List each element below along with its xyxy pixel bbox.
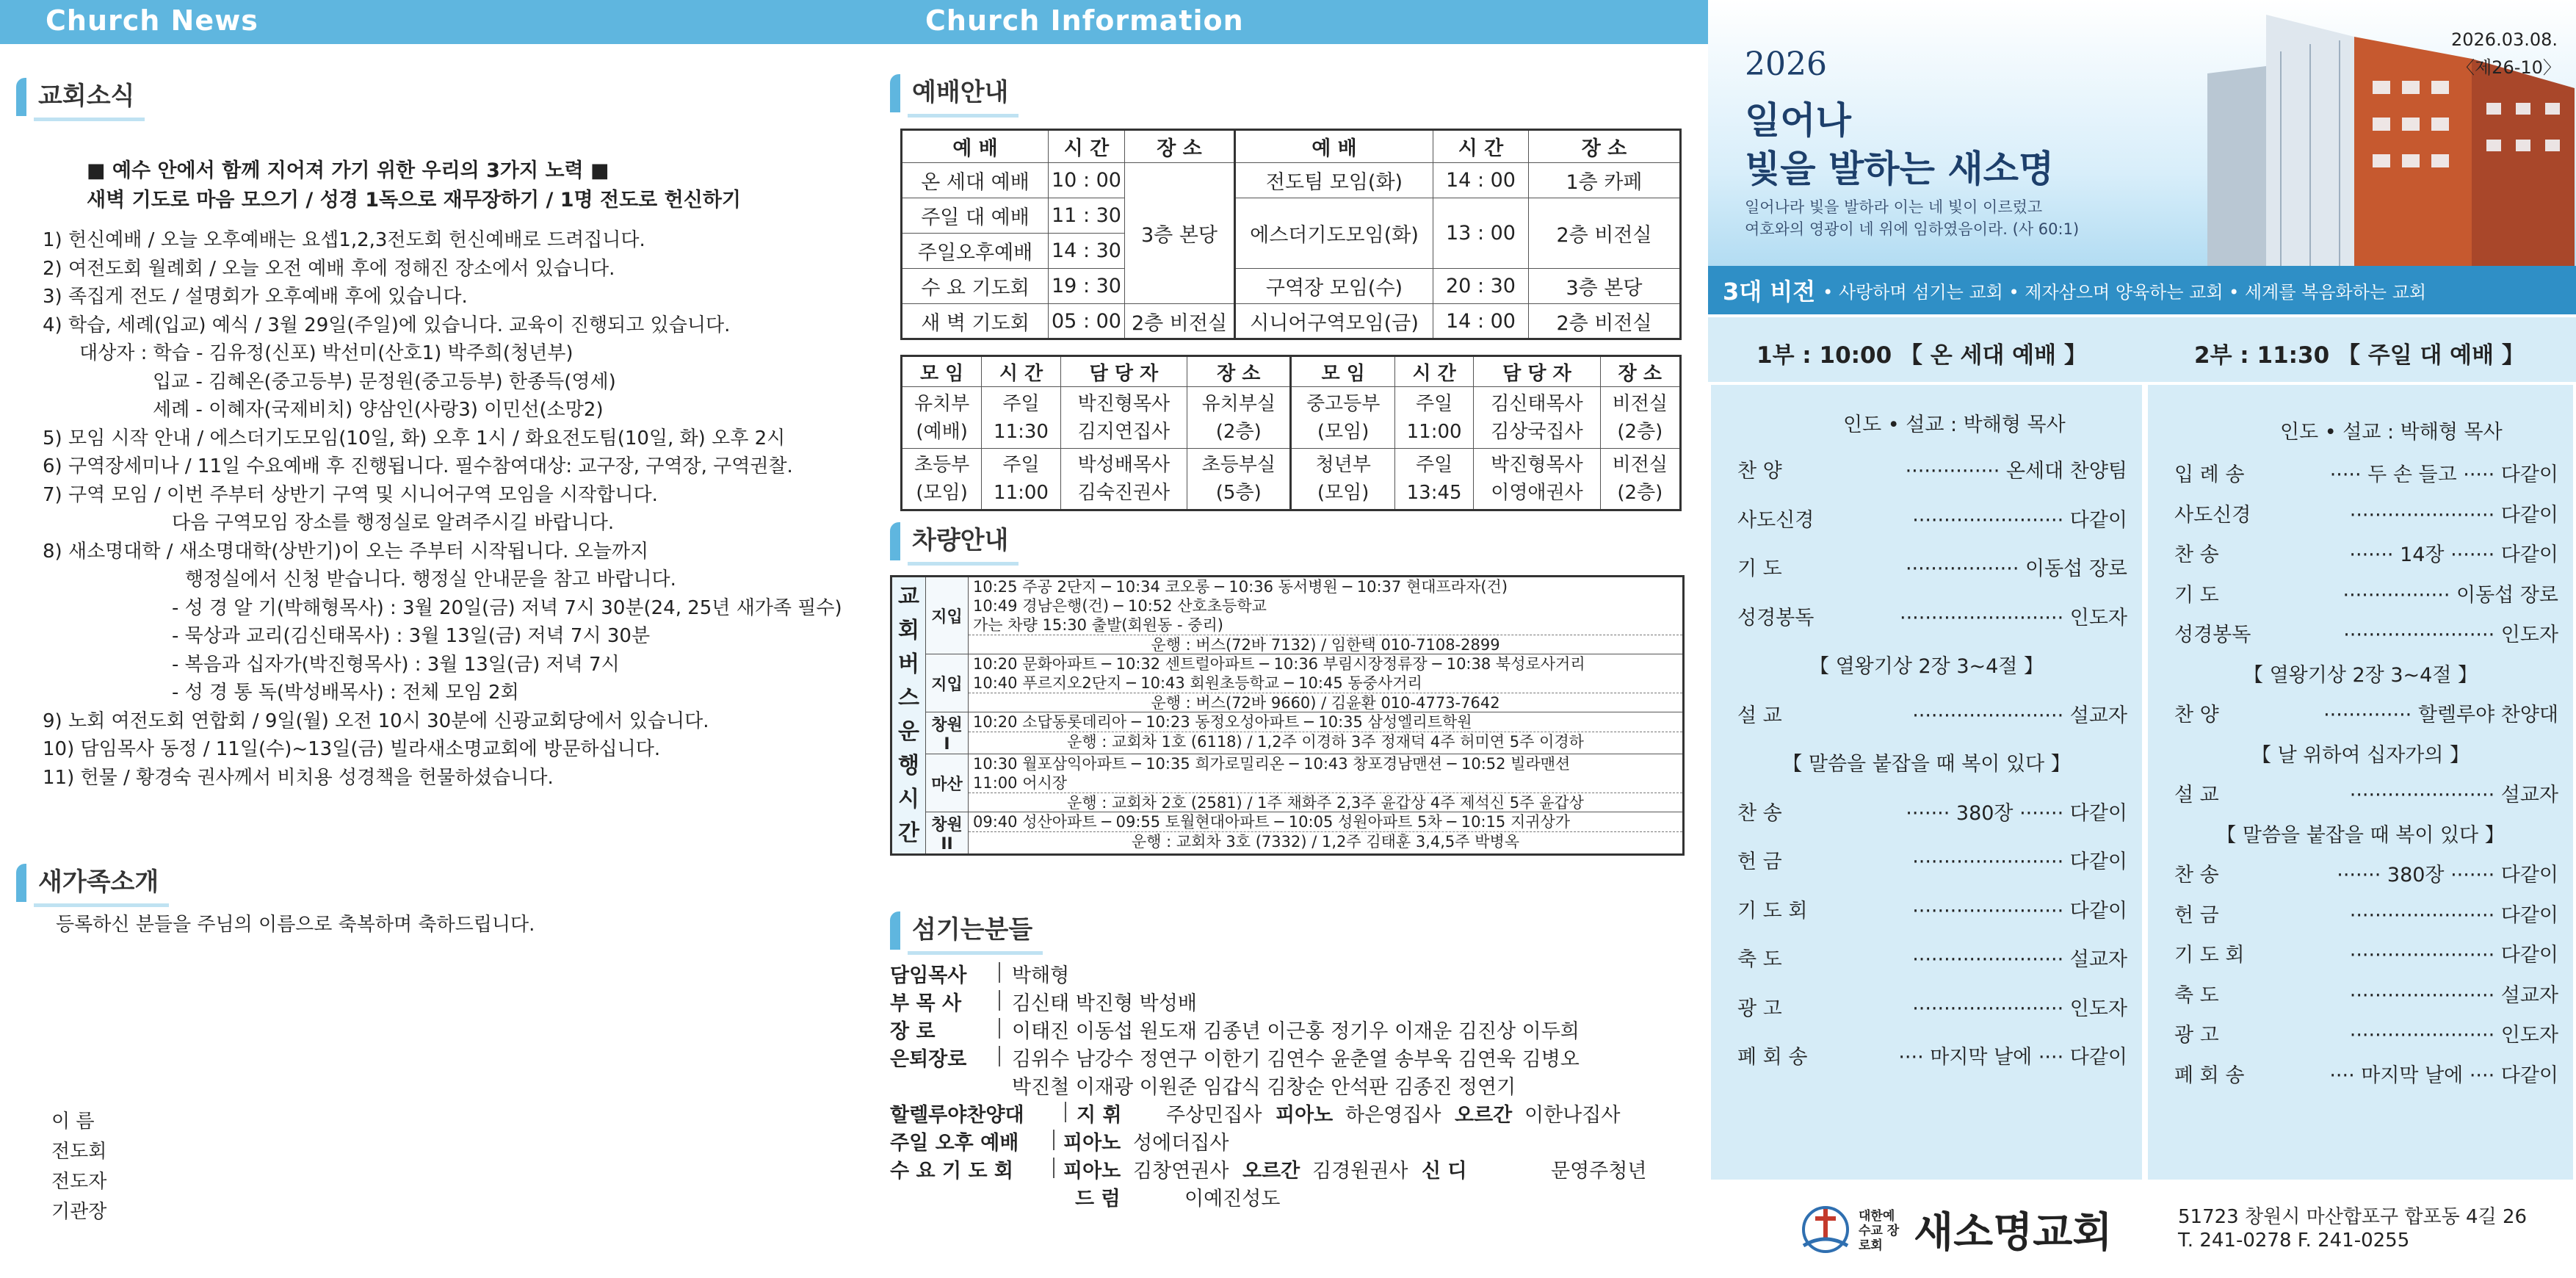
choir-group: 주일 오후 예배 <box>890 1132 1019 1155</box>
mt-cell-line: 유치부실 <box>1201 392 1276 415</box>
bus-route-name: 창원 II <box>926 812 969 853</box>
order-item-detail: ····· 두 손 들고 ····· 다같이 <box>2329 463 2558 486</box>
order-item-label: 찬 송 <box>1737 801 1782 825</box>
order-item-detail: ······· 14장 ······· 다같이 <box>2349 544 2558 566</box>
heading-bar <box>890 911 900 950</box>
bus-side-char: 행 <box>898 753 919 779</box>
service-1-leader: 인도 • 설교 : 박해형 목사 <box>1843 414 2066 436</box>
order-item-label: 찬 송 <box>2174 864 2219 887</box>
bus-route-content <box>969 712 1682 754</box>
serve-role: 담임목사 <box>890 964 967 987</box>
mt-cell <box>1600 449 1680 510</box>
order-item-detail: ························ 설교자 <box>1912 948 2127 971</box>
church-news-panel <box>0 0 880 1278</box>
news-item: 11) 헌물 / 황경숙 권사께서 비치용 성경책을 헌물하셨습니다. <box>43 766 554 789</box>
mt-cell-line: 비전실 <box>1612 392 1668 415</box>
sign-name: 이 름 <box>51 1111 95 1133</box>
mt-head: 장 소 <box>1187 356 1291 387</box>
mt-cell-line: 초등부실 <box>1201 454 1276 476</box>
mt-cell <box>902 449 982 510</box>
mt-cell-line: 중고등부 <box>1306 392 1381 415</box>
wt-cell: 구역장 모임(수) <box>1235 269 1433 304</box>
mt-cell <box>1187 449 1291 510</box>
news-item: 4) 학습, 세례(입교) 예식 / 3월 29일(주일)에 있습니다. 교육이 진행되고 있습니다. <box>43 314 731 336</box>
news-item: 7) 구역 모임 / 이번 주부터 상반기 구역 및 시니어구역 모임을 시작합니다. <box>43 483 658 506</box>
mt-head: 시 간 <box>982 356 1060 387</box>
choir-role: 드 럼 <box>1075 1188 1121 1210</box>
choir-name: 하은영집사 <box>1345 1104 1441 1127</box>
bus-operator-info: 운행 : 버스(72바 9660) / 김윤환 010-4773-7642 <box>969 693 1682 712</box>
cover-title-1: 일어나 <box>1745 99 1851 142</box>
order-item-label: 찬 양 <box>1737 460 1782 483</box>
bus-route-content <box>969 754 1682 812</box>
bus-operator-info: 운행 : 교회차 2호 (2581) / 1주 채화주 2,3주 윤갑상 4주 제석신 5주 윤갑상 <box>969 793 1682 812</box>
mt-cell-line: 유치부 <box>913 392 970 415</box>
wt-cell: 새 벽 기도회 <box>902 304 1049 339</box>
mt-cell <box>1060 449 1187 510</box>
wt-cell: 3층 본당 <box>1529 269 1681 304</box>
mt-head: 담 당 자 <box>1474 356 1600 387</box>
bus-operator-info: 운행 : 버스(72바 7132) / 임한택 010-7108-2899 <box>969 635 1682 654</box>
choir-role: 오르간 <box>1242 1160 1300 1183</box>
mt-cell-line: (모임) <box>1317 482 1370 504</box>
news-item: - 묵상과 교리(김신태목사) : 3월 13일(금) 저녁 7시 30분 <box>172 625 651 647</box>
service-1-order <box>1708 382 2145 1183</box>
order-item-label: 광 고 <box>2174 1024 2219 1047</box>
order-item-detail: ······················· 다같이 <box>2349 944 2558 967</box>
mt-head: 모 임 <box>1291 356 1394 387</box>
bus-stop-line: 11:00 어시장 <box>973 774 1068 792</box>
order-item-label: 헌 금 <box>1737 851 1782 873</box>
news-item: 1) 헌신예배 / 오늘 오후예배는 요셉1,2,3전도회 헌신예배로 드려집니다. <box>43 229 645 251</box>
bus-stop-line: 09:40 성산아파트 ─ 09:55 토월현대아파트 ─ 10:05 성원아파트 5차 ─ 10:15 지귀상가 <box>973 813 1571 831</box>
order-item-detail: ···· 마지막 날에 ···· 다같이 <box>2329 1064 2558 1087</box>
wt-cell: 14 : 00 <box>1433 304 1529 339</box>
bulletin-issue: 〈제26-10〉 <box>2457 57 2561 78</box>
mt-cell-line: 청년부 <box>1315 454 1371 476</box>
mt-cell-line: 김상국집사 <box>1491 420 1583 443</box>
order-item-label: 성경봉독 <box>2174 624 2251 646</box>
mt-cell <box>1187 387 1291 449</box>
mt-cell <box>1291 387 1394 449</box>
bus-side-char: 스 <box>898 685 919 711</box>
serve-divider <box>999 962 1000 983</box>
order-scripture: 【 열왕기상 2장 3~4절 】 <box>1809 655 2044 678</box>
new-family-heading-text: 새가족소개 <box>34 859 169 907</box>
vision-bar <box>1708 266 2576 314</box>
church-info-band: Church Information <box>880 0 1708 44</box>
church-news-heading <box>16 73 145 120</box>
news-item: - 복음과 십자가(박진형목사) : 3월 13일(금) 저녁 7시 <box>172 653 620 676</box>
church-name: 새소명교회 <box>1914 1209 2113 1257</box>
news-item: 행정실에서 신청 받습니다. 행정실 안내문을 참고 바랍니다. <box>185 568 676 591</box>
bus-side-char: 버 <box>898 651 919 677</box>
choir-name: 김창연권사 <box>1133 1160 1229 1183</box>
choir-divider <box>1053 1158 1054 1178</box>
news-item: 대상자 : 학습 - 김유정(신포) 박선미(산호1) 박주희(청년부) <box>79 342 574 364</box>
order-item-detail: ························ 인도자 <box>1912 997 2127 1020</box>
order-item-label: 찬 송 <box>2174 544 2219 566</box>
mt-cell-line: (5층) <box>1215 482 1262 504</box>
wt-head: 예 배 <box>902 130 1049 163</box>
serve-divider <box>999 990 1000 1011</box>
mt-cell-line: 김숙진권사 <box>1077 482 1171 504</box>
wt-cell: 2층 비전실 <box>1529 304 1681 339</box>
wt-cell: 13 : 00 <box>1433 198 1529 269</box>
heading-bar <box>16 864 26 902</box>
worship-row <box>902 163 1681 198</box>
church-logo-icon <box>1796 1200 1855 1254</box>
meeting-table <box>900 355 1682 511</box>
mt-cell <box>902 387 982 449</box>
bus-schedule <box>890 575 1685 856</box>
order-item-label: 축 도 <box>1737 948 1782 971</box>
news-item: 10) 담임목사 동정 / 11일(수)~13일(금) 빌라새소명교회에 방문하십니다. <box>43 738 661 760</box>
bulletin-date: 2026.03.08. <box>2451 29 2558 50</box>
choir-divider <box>1065 1102 1066 1122</box>
news-title: ■ 예수 안에서 함께 지어져 가기 위한 우리의 3가지 노력 ■ <box>87 159 609 182</box>
cover-banner <box>1708 0 2576 314</box>
serve-role: 장 로 <box>890 1020 936 1043</box>
wt-cell: 주일 대 예배 <box>902 198 1049 234</box>
order-item-detail: ·························· 인도자 <box>1900 606 2127 629</box>
order-item-detail: ······················· 설교자 <box>2349 784 2558 806</box>
worship-row <box>902 304 1681 339</box>
news-item: 3) 족집게 전도 / 설명회가 오후예배 후에 있습니다. <box>43 286 468 308</box>
news-item: 5) 모임 시작 안내 / 에스더기도모임(10일, 화) 오후 1시 / 화요전도팀(10일, 화) 오후 2시 <box>43 427 786 450</box>
bus-side-char: 교 <box>898 584 919 610</box>
order-item-detail: ························ 설교자 <box>1912 704 2127 727</box>
bus-operator-info: 운행 : 교회차 1호 (6118) / 1,2주 이경하 3주 정재덕 4주 허미연 5주 이경하 <box>969 732 1682 751</box>
wt-head: 시 간 <box>1049 130 1125 163</box>
order-scripture: 【 말씀을 붙잡을 때 복이 있다 】 <box>2216 823 2505 847</box>
bus-route-content <box>969 812 1682 853</box>
order-item-label: 기 도 <box>1737 557 1782 580</box>
order-item-label: 광 고 <box>1737 997 1782 1020</box>
order-item-detail: ················· 이동섭 장로 <box>2342 583 2558 607</box>
mt-head: 장 소 <box>1600 356 1680 387</box>
wt-cell: 전도팀 모임(화) <box>1235 163 1433 198</box>
mt-cell-line: 주일 <box>1416 454 1453 476</box>
choir-divider <box>1053 1130 1054 1150</box>
mt-head: 시 간 <box>1394 356 1473 387</box>
order-item-detail: ······················· 인도자 <box>2349 1024 2558 1047</box>
bus-stop-line: 10:20 문화아파트 ─ 10:32 센트럴아파트 ─ 10:36 부림시장정류장 ─ 10:38 북성로사거리 <box>973 655 1585 673</box>
serve-names: 김신태 박진형 박성배 <box>1012 992 1197 1015</box>
mt-cell-line: (모임) <box>1317 420 1370 443</box>
wt-cell: 05 : 00 <box>1049 304 1125 339</box>
cover-verse-2: 여호와의 영광이 네 위에 임하였음이라. (사 60:1) <box>1745 220 2080 238</box>
order-item-label: 기 도 회 <box>2174 944 2245 967</box>
church-phone: T. 241-0278 F. 241-0255 <box>2178 1230 2410 1252</box>
serve-names: 박해형 <box>1012 964 1070 987</box>
wt-cell: 2층 비전실 <box>1529 198 1681 269</box>
meeting-table-header <box>902 356 1681 387</box>
order-item-detail: ························ 인도자 <box>2343 624 2558 646</box>
mt-cell-line: 이영애권사 <box>1491 482 1583 504</box>
choir-name: 김경원권사 <box>1312 1160 1408 1183</box>
order-item-label: 기 도 회 <box>1737 899 1808 923</box>
order-item-detail: ························ 다같이 <box>1912 508 2127 532</box>
news-item: 9) 노회 여전도회 연합회 / 9일(월) 오전 10시 30분에 신광교회당에서 있습니다. <box>43 710 709 732</box>
choir-group: 할렐루야찬양대 <box>890 1104 1024 1127</box>
order-item-detail: ······················· 다같이 <box>2349 903 2558 927</box>
order-item-detail: ······················· 설교자 <box>2349 983 2558 1007</box>
mt-head: 담 당 자 <box>1060 356 1187 387</box>
order-item-label: 사도신경 <box>2174 503 2251 527</box>
order-scripture: 【 날 위하여 십자가의 】 <box>2251 743 2470 767</box>
order-scripture: 【 열왕기상 2장 3~4절 】 <box>2243 663 2478 687</box>
choir-role: 지 휘 <box>1077 1104 1122 1127</box>
wt-cell: 19 : 30 <box>1049 269 1125 304</box>
choir-role: 피아노 <box>1063 1160 1121 1183</box>
order-scripture: 【 말씀을 붙잡을 때 복이 있다 】 <box>1782 753 2071 776</box>
order-item-label: 설 교 <box>2174 784 2219 806</box>
mt-cell <box>1474 387 1600 449</box>
worship-table <box>900 129 1682 340</box>
choir-group: 수 요 기 도 회 <box>890 1160 1014 1183</box>
worship-heading-text: 예배안내 <box>908 69 1019 118</box>
meeting-row <box>902 449 1681 510</box>
news-item: 6) 구역장세미나 / 11일 수요예배 후 진행됩니다. 필수참여대상: 교구장, 구역장, 구역권찰. <box>43 455 793 477</box>
vision-text: • 사랑하며 섬기는 교회 • 제자삼으며 양육하는 교회 • 세계를 복음화하는 교회 <box>1823 281 2427 303</box>
church-footer <box>1708 1183 2576 1278</box>
wt-head: 예 배 <box>1235 130 1433 163</box>
order-item-label: 기 도 <box>2174 583 2219 607</box>
bus-route-block <box>926 812 1682 853</box>
wt-head: 장 소 <box>1125 130 1235 163</box>
order-item-label: 입 례 송 <box>2174 463 2245 486</box>
wt-cell: 1층 카페 <box>1529 163 1681 198</box>
serve-names: 이태진 이동섭 원도재 김종년 이근홍 정기우 이재운 김진상 이두희 <box>1012 1020 1580 1043</box>
mt-cell-line: 박진형목사 <box>1491 454 1583 476</box>
news-item: 세례 - 이혜자(국제비치) 양삼인(사랑3) 이민선(소망2) <box>153 399 604 421</box>
wt-cell: 14 : 30 <box>1049 234 1125 269</box>
wt-cell: 수 요 기도회 <box>902 269 1049 304</box>
mt-cell-line: 박진형목사 <box>1077 392 1171 415</box>
news-item: - 성 경 통 독(박성배목사) : 전체 모임 2회 <box>172 682 519 704</box>
service-2-order <box>2145 382 2576 1183</box>
choir-name: 문영주청년 <box>1551 1160 1647 1183</box>
bus-side-char: 운 <box>898 719 919 745</box>
mt-cell-line: 11:30 <box>994 420 1049 443</box>
wt-cell: 온 세대 예배 <box>902 163 1049 198</box>
wt-cell: 11 : 30 <box>1049 198 1125 234</box>
bus-side-char: 시 <box>898 787 919 812</box>
mt-cell-line: (모임) <box>916 482 968 504</box>
order-item-detail: ·············· 할렐루야 찬양대 <box>2323 704 2558 726</box>
mt-cell-line: (2층) <box>1617 420 1663 443</box>
mt-cell-line: 주일 <box>1002 454 1040 476</box>
mt-cell-line: (예배) <box>916 420 968 443</box>
worship-row <box>902 269 1681 304</box>
order-item-detail: ······················· 다같이 <box>2349 503 2558 527</box>
heading-bar <box>890 74 900 112</box>
service-header <box>1708 317 2576 383</box>
mt-cell <box>1600 387 1680 449</box>
choir-name: 성에더집사 <box>1133 1132 1229 1155</box>
choir-name: 주상민집사 <box>1166 1104 1262 1127</box>
choir-name: 이한나집사 <box>1524 1104 1621 1127</box>
worship-table-header <box>902 130 1681 163</box>
heading-bar <box>16 78 26 116</box>
serve-names: 박진철 이재광 이원준 임갑식 김창순 안석판 김종진 정연기 <box>1012 1076 1516 1099</box>
mt-cell-line: 김신태목사 <box>1491 392 1583 415</box>
sign-evangelist: 전도자 <box>51 1171 107 1193</box>
bus-route-block <box>926 712 1682 754</box>
order-item-label: 성경봉독 <box>1737 606 1815 629</box>
order-item-detail: ························ 다같이 <box>1912 899 2127 923</box>
worship-row <box>902 198 1681 234</box>
choir-role: 피아노 <box>1276 1104 1334 1127</box>
bus-route-content <box>969 654 1682 712</box>
news-item: - 성 경 알 기(박해형목사) : 3월 20일(금) 저녁 7시 30분(24, 25년 새가족 필수) <box>172 596 842 619</box>
sign-group: 전도회 <box>51 1141 107 1163</box>
mt-cell <box>1291 449 1394 510</box>
bus-stop-line: 10:20 소답동롯데리아 ─ 10:23 동정오성아파트 ─ 10:35 삼성엘리트학원 <box>973 713 1472 731</box>
bulletin-cover-panel <box>1708 0 2576 1278</box>
order-item-detail: ························ 다같이 <box>1912 851 2127 873</box>
wt-cell: 20 : 30 <box>1433 269 1529 304</box>
order-item-label: 찬 양 <box>2174 704 2219 726</box>
church-address: 51723 창원시 마산합포구 합포동 4길 26 <box>2178 1206 2528 1228</box>
news-item: 2) 여전도회 월례회 / 오늘 오전 예배 후에 정해진 장소에서 있습니다. <box>43 257 615 280</box>
wt-cell: 10 : 00 <box>1049 163 1125 198</box>
church-info-panel <box>880 0 1708 1278</box>
choir-name: 이예진성도 <box>1184 1188 1281 1210</box>
serve-divider <box>999 1046 1000 1066</box>
bus-route-name: 마산 <box>926 754 969 812</box>
mt-cell-line: 김지연집사 <box>1077 420 1171 443</box>
bus-route-block <box>926 577 1682 654</box>
service-2-leader: 인도 • 설교 : 박해형 목사 <box>2280 421 2503 444</box>
mt-cell-line: (2층) <box>1215 420 1262 443</box>
mt-cell-line: 13:45 <box>1406 482 1462 504</box>
mt-cell-line: 주일 <box>1002 392 1040 415</box>
bus-route-name: 지입 <box>926 654 969 712</box>
mt-cell-line: 비전실 <box>1612 454 1668 476</box>
new-family-text: 등록하신 분들을 주님의 이름으로 축복하며 축하드립니다. <box>56 914 535 936</box>
service-1-title: 1부 : 10:00 【 온 세대 예배 】 <box>1756 342 2087 369</box>
bus-stop-line: 10:40 푸르지오2단지 ─ 10:43 회원초등학교 ─ 10:45 동중사거리 <box>973 674 1422 692</box>
wt-head: 시 간 <box>1433 130 1529 163</box>
worship-heading <box>890 70 1019 117</box>
order-item-detail: ······· 380장 ······· 다같이 <box>2337 864 2558 887</box>
serve-divider <box>999 1018 1000 1039</box>
wt-cell: 2층 비전실 <box>1125 304 1235 339</box>
cover-title-2: 빛을 발하는 새소명 <box>1745 148 2055 190</box>
new-family-heading <box>16 859 169 906</box>
mt-cell <box>1394 449 1473 510</box>
vision-title: 3대 비전 <box>1723 278 1816 306</box>
sign-leader: 기관장 <box>51 1201 107 1223</box>
service-2-title: 2부 : 11:30 【 주일 대 예배 】 <box>2194 342 2525 369</box>
serve-heading <box>890 907 1043 954</box>
serve-names: 김위수 남강수 정연구 이한기 김연수 윤춘열 송부욱 김연욱 김병오 <box>1012 1048 1580 1071</box>
mt-cell-line: 박성배목사 <box>1077 454 1171 476</box>
order-item-detail: ··············· 온세대 찬양팀 <box>1905 460 2127 483</box>
bus-side-label <box>892 577 926 853</box>
mt-cell <box>1474 449 1600 510</box>
church-news-band: Church News <box>0 0 880 44</box>
order-item-label: 사도신경 <box>1737 508 1815 532</box>
order-item-label: 폐 회 송 <box>2174 1064 2245 1087</box>
wt-cell: 시니어구역모임(금) <box>1235 304 1433 339</box>
news-item: 8) 새소명대학 / 새소명대학(상반기)이 오는 주부터 시작됩니다. 오늘까지 <box>43 540 649 563</box>
heading-bar <box>890 522 900 560</box>
bus-side-char: 회 <box>898 618 919 643</box>
news-subtitle: 새벽 기도로 마음 모으기 / 성경 1독으로 재무장하기 / 1명 전도로 헌신하기 <box>87 189 741 212</box>
wt-cell: 14 : 00 <box>1433 163 1529 198</box>
mt-cell-line: 초등부 <box>913 454 970 476</box>
church-news-heading-text: 교회소식 <box>34 73 145 121</box>
wt-cell: 주일오후예배 <box>902 234 1049 269</box>
wt-cell: 에스더기도모임(화) <box>1235 198 1433 269</box>
choir-role: 신 디 <box>1422 1160 1467 1183</box>
bus-route-content <box>969 577 1682 654</box>
denomination-label: 대한예수교 장로회 <box>1859 1209 1900 1253</box>
news-item: 다음 구역모임 장소를 행정실로 알려주시길 바랍니다. <box>172 512 615 534</box>
order-item-label: 헌 금 <box>2174 903 2219 927</box>
bus-route-block <box>926 654 1682 712</box>
serve-heading-text: 섬기는분들 <box>908 906 1043 955</box>
order-item-label: 설 교 <box>1737 704 1782 727</box>
wt-head: 장 소 <box>1529 130 1681 163</box>
bus-stop-line: 가는 차량 15:30 출발(회원동 - 중리) <box>973 616 1224 634</box>
mt-cell-line: 주일 <box>1416 392 1453 415</box>
bus-route-block <box>926 754 1682 812</box>
choir-role: 오르간 <box>1455 1104 1513 1127</box>
order-item-detail: ······· 380장 ······· 다같이 <box>1906 801 2127 825</box>
car-heading-text: 차량안내 <box>908 517 1019 566</box>
cover-verse-1: 일어나라 빛을 발하라 이는 네 빛이 이르렀고 <box>1745 198 2043 216</box>
mt-cell <box>982 387 1060 449</box>
bus-operator-info: 운행 : 교회차 3호 (7332) / 1,2주 김태훈 3,4,5주 박병옥 <box>969 831 1682 851</box>
order-item-detail: ·················· 이동섭 장로 <box>1905 557 2127 580</box>
mt-cell <box>982 449 1060 510</box>
order-item-detail: ···· 마지막 날에 ···· 다같이 <box>1898 1046 2127 1069</box>
news-item: 입교 - 김혜온(중고등부) 문정원(중고등부) 한종득(영세) <box>153 370 616 393</box>
cover-year: 2026 <box>1745 46 1827 83</box>
serve-role: 부 목 사 <box>890 992 962 1015</box>
bus-stop-line: 10:25 주공 2단지 ─ 10:34 코오롱 ─ 10:36 동서병원 ─ 10:37 현대프라자(건) <box>973 578 1508 596</box>
bus-side-text <box>898 580 919 851</box>
meeting-row <box>902 387 1681 449</box>
serve-role: 은퇴장로 <box>890 1048 967 1071</box>
mt-cell <box>1394 387 1473 449</box>
bus-stop-line: 10:30 월포삼익아파트 ─ 10:35 희가로밀리온 ─ 10:43 창포경남맨션 ─ 10:52 빌라맨션 <box>973 755 1571 773</box>
choir-role: 피아노 <box>1063 1132 1121 1155</box>
car-heading <box>890 518 1019 565</box>
mt-cell-line: (2층) <box>1617 482 1663 504</box>
bus-stop-line: 10:49 경남은행(건) ─ 10:52 산호초등학교 <box>973 597 1267 615</box>
bus-side-char: 간 <box>898 820 919 846</box>
bus-route-name: 창원 I <box>926 712 969 754</box>
mt-head: 모 임 <box>902 356 982 387</box>
order-item-label: 폐 회 송 <box>1737 1046 1808 1069</box>
mt-cell-line: 11:00 <box>1406 420 1462 443</box>
mt-cell <box>1060 387 1187 449</box>
bus-route-name: 지입 <box>926 577 969 654</box>
mt-cell-line: 11:00 <box>994 482 1049 504</box>
order-item-label: 축 도 <box>2174 983 2219 1007</box>
wt-cell: 3층 본당 <box>1125 163 1235 304</box>
